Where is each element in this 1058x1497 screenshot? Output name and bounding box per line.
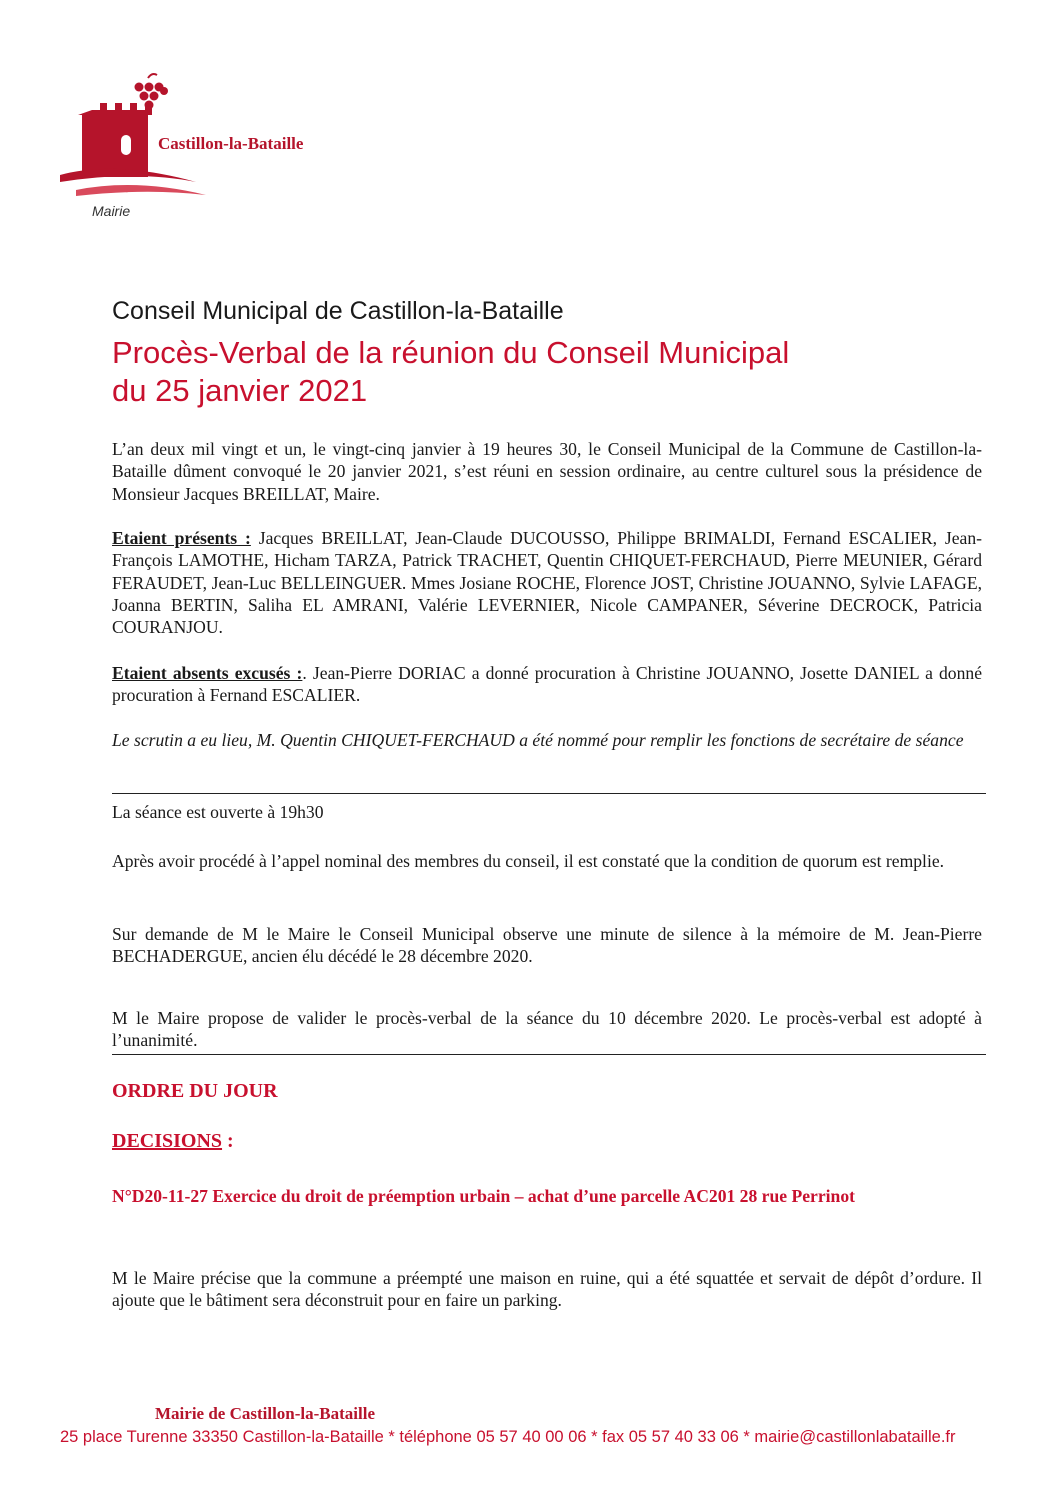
ouverture-text: La séance est ouverte à 19h30 xyxy=(112,802,324,822)
decisions-heading xyxy=(112,1130,234,1153)
ordre-du-jour-heading: ORDRE DU JOUR xyxy=(112,1080,278,1102)
absents-label: Etaient absents excusés : xyxy=(112,663,303,683)
absents-text: . Jean-Pierre DORIAC a donné procuration à Christine JOUANNO, Josette DANIEL a donné procuration à Fernand ESCALIER. xyxy=(112,663,982,706)
presents-text: Jacques BREILLAT, Jean-Claude DUCOUSSO, Philippe BRIMALDI, Fernand ESCALIER, Jean-François LAMOTHE, Hicham TARZA, Patrick TRACHET, Quentin CHIQUET-FERCHAUD, Pierre MEUNIER, Gérard FERAUDET, Jean-Luc BELLEINGUER. Mmes Josiane ROCHE, Florence JOST, Christine JOUANNO, Sylvie LAFAGE, Joanna BERTIN, Saliha EL AMRANI, Valérie LEVERNIER, Nicole CAMPANER, Séverine DECROCK, Patricia COURANJOU. xyxy=(112,528,982,638)
decision-text: M le Maire précise que la commune a préempté une maison en ruine, qui a été squattée et servait de dépôt d’ordure. Il ajoute que le bâtiment sera déconstruit pour en faire un parking. xyxy=(112,1268,982,1311)
presents-paragraph xyxy=(112,527,982,638)
document-title xyxy=(112,334,932,410)
presents-label: Etaient présents : xyxy=(112,528,251,548)
silence-paragraph: Sur demande de M le Maire le Conseil Municipal observe une minute de silence à la mémoire de M. Jean-Pierre BECHADERGUE, ancien élu décédé le 28 décembre 2020. xyxy=(112,924,982,967)
divider-top xyxy=(112,793,986,794)
pv-paragraph: M le Maire propose de valider le procès-verbal de la séance du 10 décembre 2020. Le procès-verbal est adopté à l’unanimité. xyxy=(112,1008,982,1051)
footer-address: 25 place Turenne 33350 Castillon-la-Bataille * téléphone 05 57 40 00 06 * fax 05 57 40 33 06 * mairie@castillonlabataille.fr xyxy=(60,1428,956,1446)
divider-bottom xyxy=(112,1054,986,1055)
scrutin-paragraph: Le scrutin a eu lieu, M. Quentin CHIQUET-FERCHAUD a été nommé pour remplir les fonctions de secrétaire de séance xyxy=(112,730,964,750)
footer-title: Mairie de Castillon-la-Bataille xyxy=(155,1404,376,1423)
absents-paragraph xyxy=(112,662,982,707)
logo-subtitle: Mairie xyxy=(92,203,131,219)
decisions-colon: : xyxy=(222,1130,234,1152)
tower-icon xyxy=(78,103,152,177)
decision-title: N°D20-11-27 Exercice du droit de préemption urbain – achat d’une parcelle AC201 28 rue Perrinot xyxy=(112,1186,855,1206)
decisions-label: DECISIONS xyxy=(112,1130,223,1152)
title-line-2: du 25 janvier 2021 xyxy=(112,373,368,408)
intro-paragraph: L’an deux mil vingt et un, le vingt-cinq janvier à 19 heures 30, le Conseil Municipal de la Commune de Castillon-la-Bataille dûment convoqué le 20 janvier 2021, s’est réuni en session ordinaire, au centre culturel sous la présidence de Monsieur Jacques BREILLAT, Maire. xyxy=(112,439,982,504)
document-heading: Conseil Municipal de Castillon-la-Bataille xyxy=(112,297,564,325)
logo-name: Castillon-la-Bataille xyxy=(158,134,304,153)
appel-paragraph: Après avoir procédé à l’appel nominal des membres du conseil, il est constaté que la condition de quorum est remplie. xyxy=(112,851,945,871)
title-line-1: Procès-Verbal de la réunion du Conseil Municipal xyxy=(112,335,790,370)
